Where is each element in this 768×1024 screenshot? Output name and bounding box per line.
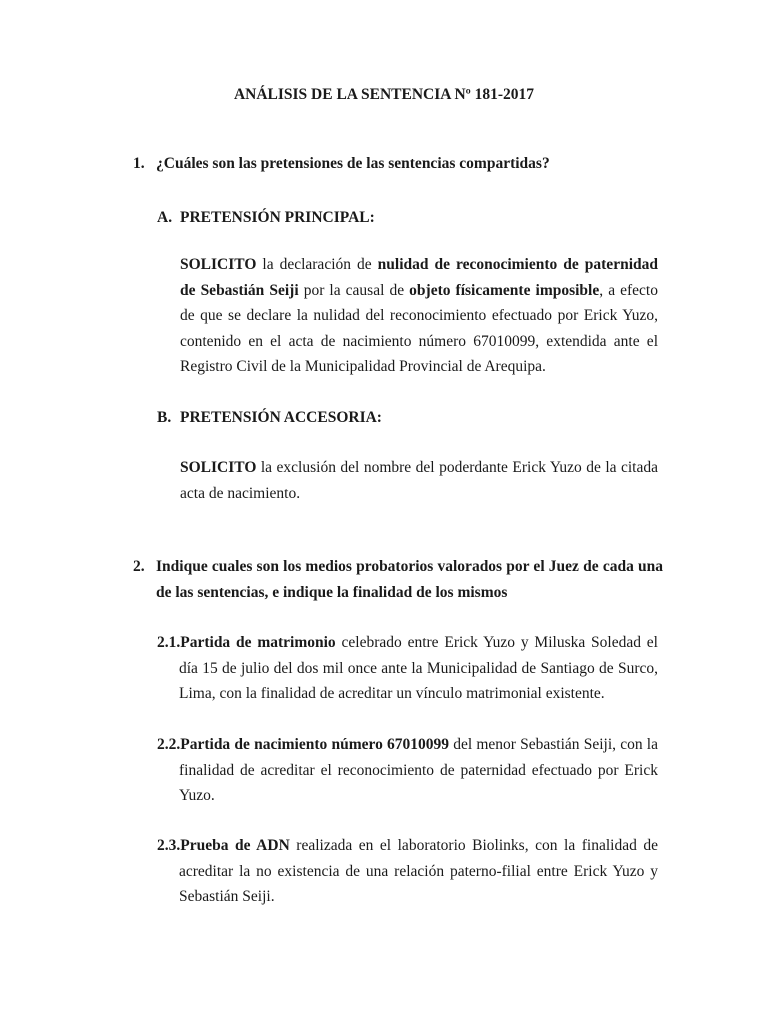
section-b-heading — [157, 405, 382, 431]
section-a-heading — [157, 205, 375, 231]
evidence-item — [157, 630, 658, 707]
item-number: 2.2. — [157, 736, 181, 753]
paragraph-text: la declaración de — [256, 256, 378, 273]
section-heading-text: PRETENSIÓN PRINCIPAL: — [180, 209, 375, 226]
item-title: Partida de matrimonio — [180, 634, 336, 651]
item-number: 2.1. — [157, 634, 181, 651]
section-heading-text: PRETENSIÓN ACCESORIA: — [180, 409, 382, 426]
paragraph-text: , a efecto de que se declare la nulidad del reconocimiento efectuado por Erick Yuzo, contenido en el acta de nacimiento número 67010099, extendida ante el Registro Civil de la Municipalidad Provincial de Arequipa. — [180, 281, 658, 375]
paragraph-bold-text: nulidad de reconocimiento de paternidad de Sebastián Seiji — [180, 256, 658, 299]
paragraph-bold-text: objeto físicamente imposible — [409, 281, 600, 299]
section-b-paragraph — [180, 455, 658, 506]
question-text: ¿Cuáles son las pretensiones de las sentencias compartidas? — [156, 155, 550, 172]
paragraph-text: por la causal de — [298, 281, 410, 299]
question-text: Indique cuales son los medios probatorios valorados por el Juez de cada una de las sentencias, e indique la finalidad de los mismos — [156, 558, 663, 601]
item-text: celebrado entre Erick Yuzo y Miluska Soledad el día 15 de julio del dos mil once ante la Municipalidad de Santiago de Surco, Lima, con la finalidad de acreditar un vínculo matrimonial existente. — [179, 634, 658, 702]
paragraph-text: la exclusión del nombre del poderdante Erick Yuzo de la citada acta de nacimiento. — [180, 459, 658, 502]
question-number: 1. — [133, 155, 145, 172]
section-letter: B. — [157, 409, 172, 426]
question-2 — [133, 554, 663, 606]
item-title: Prueba de ADN — [180, 837, 290, 854]
item-number: 2.3. — [157, 837, 181, 854]
evidence-item — [157, 833, 658, 910]
section-letter: A. — [157, 209, 173, 226]
question-number: 2. — [133, 558, 145, 575]
document-title: ANÁLISIS DE LA SENTENCIA Nº 181-2017 — [233, 86, 535, 103]
solicito-label: SOLICITO — [180, 256, 257, 273]
item-text: del menor Sebastián Seiji, con la finalidad de acreditar el reconocimiento de paternidad efectuado por Erick Yuzo. — [179, 736, 658, 804]
item-title: Partida de nacimiento número 67010099 — [180, 736, 450, 753]
evidence-item — [157, 732, 658, 809]
section-a-paragraph — [180, 252, 658, 380]
solicito-label: SOLICITO — [180, 459, 257, 476]
item-text: realizada en el laboratorio Biolinks, con la finalidad de acreditar la no existencia de una relación paterno-filial entre Erick Yuzo y Sebastián Seiji. — [179, 837, 658, 905]
question-1 — [133, 151, 663, 177]
